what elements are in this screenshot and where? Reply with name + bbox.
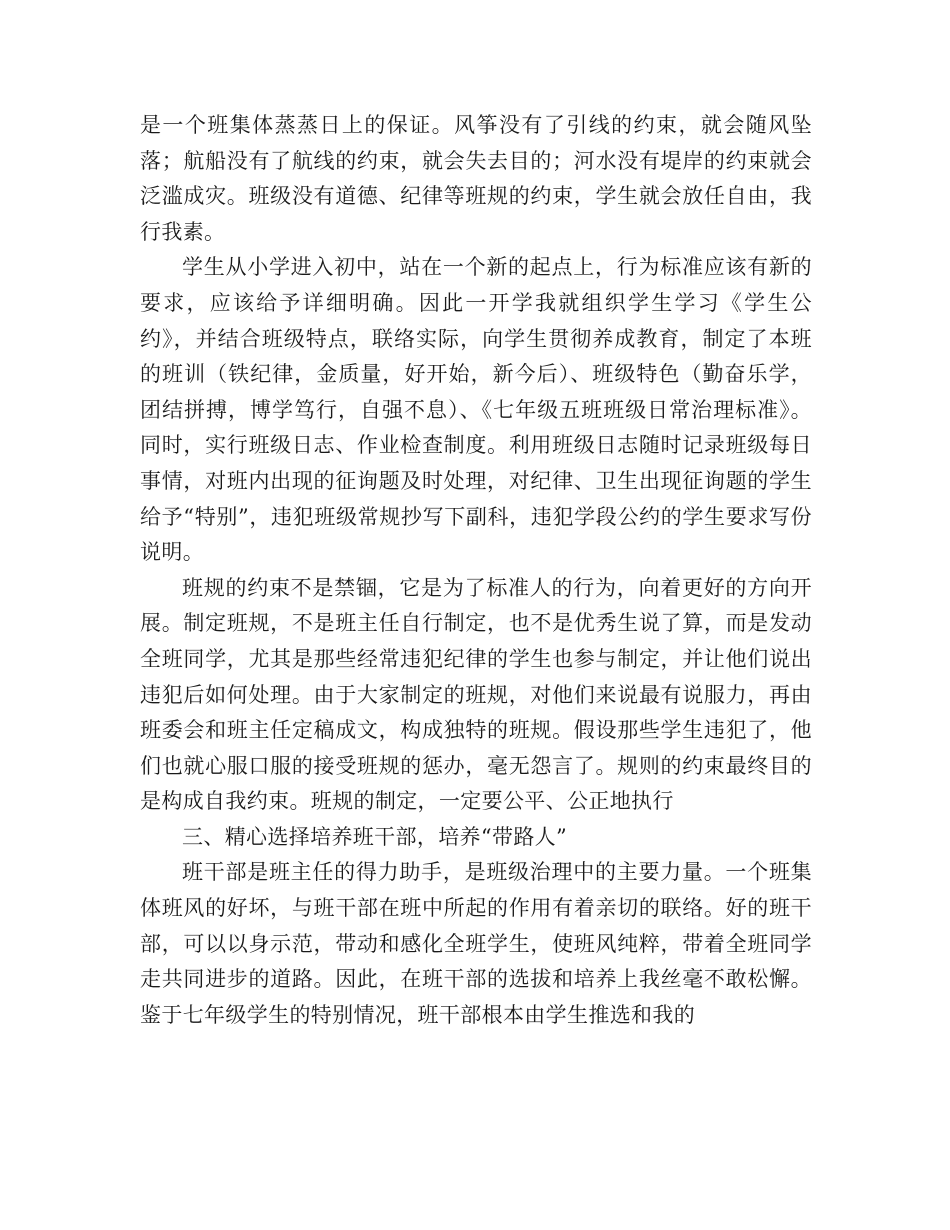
paragraph-continuation: 是一个班集体蒸蒸日上的保证。风筝没有了引线的约束，就会随风坠落；航船没有了航线的约束，就会失去目的；河水没有堤岸的约束就会泛滥成灾。班级没有道德、纪律等班规的约束，学生就会放任自由，我行我素。: [140, 113, 812, 244]
document-page: [140, 108, 812, 1033]
paragraph-rules-purpose: 班规的约束不是禁锢，它是为了标准人的行为，向着更好的方向开展。制定班规，不是班主任自行制定，也不是优秀生说了算，而是发动全班同学，尤其是那些经常违犯纪律的学生也参与制定，并让他们说出违犯后如何处理。由于大家制定的班规，对他们来说最有说服力，再由班委会和班主任定稿成文，构成独特的班规。假设那些学生违犯了，他们也就心服口服的接受班规的惩办，毫无怨言了。规则的约束最终目的是构成自我约束。班规的制定，一定要公平、公正地执行: [140, 575, 812, 814]
section-heading: 三、精心选择培养班干部，培养“带路人”: [182, 824, 568, 849]
paragraph-class-rules: 学生从小学进入初中，站在一个新的起点上，行为标准应该有新的要求，应该给予详细明确。因此一开学我就组织学生学习《学生公约》，并结合班级特点，联络实际，向学生贯彻养成教育，制定了本班的班训（铁纪律，金质量，好开始，新今后）、班级特色（勤奋乐学，团结拼搏，博学笃行，自强不息）、《七年级五班班级日常治理标准》。同时，实行班级日志、作业检查制度。利用班级日志随时记录班级每日事情，对班内出现的征询题及时处理，对纪律、卫生出现征询题的学生给予“特别”，违犯班级常规抄写下副科，违犯学段公约的学生要求写份说明。: [140, 255, 812, 565]
paragraph-class-cadres: 班干部是班主任的得力助手，是班级治理中的主要力量。一个班集体班风的好坏，与班干部在班中所起的作用有着亲切的联络。好的班干部，可以以身示范，带动和感化全班学生，使班风纯粹，带着全班同学走共同进步的道路。因此，在班干部的选拔和培养上我丝毫不敢松懈。鉴于七年级学生的特别情况，班干部根本由学生推选和我的: [140, 860, 812, 1027]
